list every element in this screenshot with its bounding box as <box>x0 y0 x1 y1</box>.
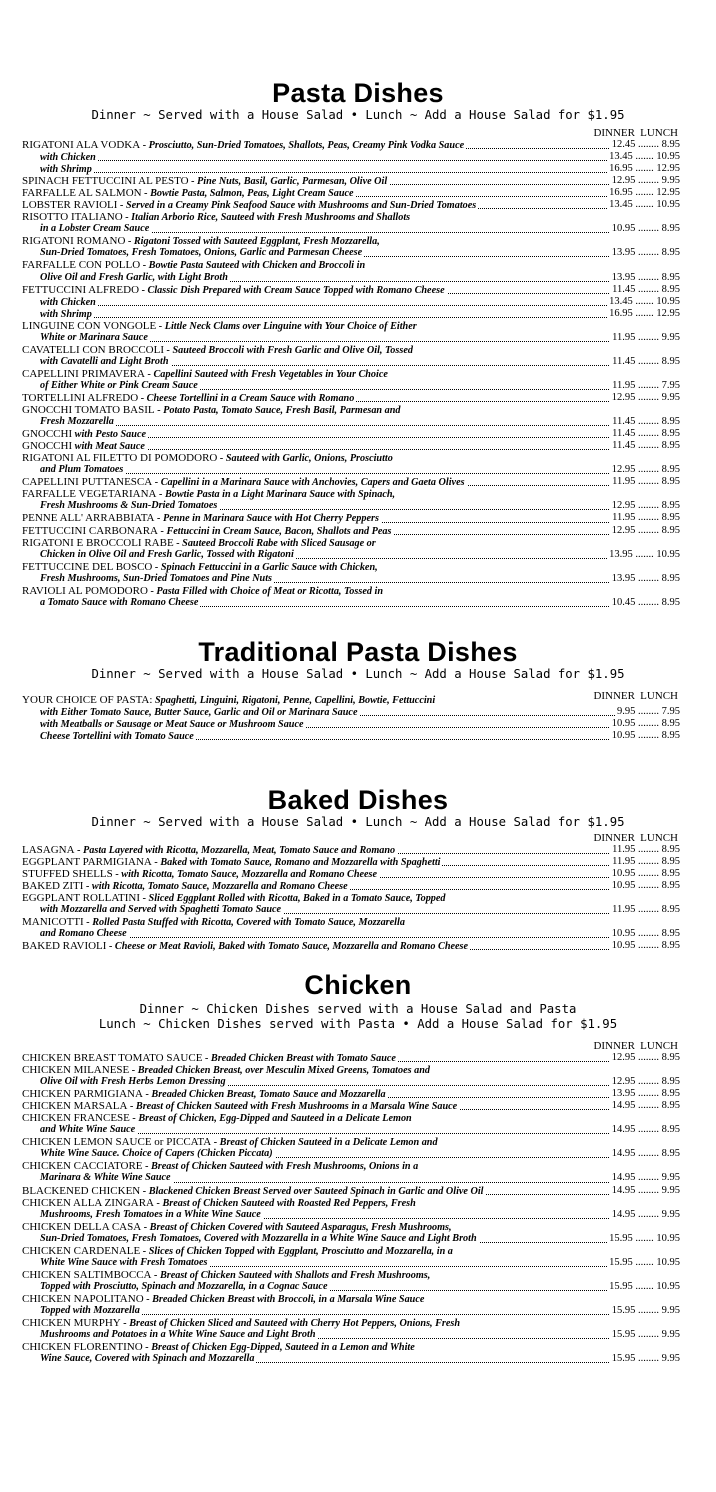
item-price: 10.95 ........ 8.95 <box>611 730 680 742</box>
item-description: - Bowtie Pasta Sauteed with Chicken and Broccoli in <box>140 260 366 272</box>
item-price: 13.45 ....... 10.95 <box>609 199 680 211</box>
item-description: with Either Tomato Sauce, Butter Sauce, Garlic and Oil or Marinara Sauce <box>40 707 358 719</box>
item-price: 11.95 ........ 9.95 <box>612 331 680 343</box>
item-price: 10.95 ........ 8.95 <box>611 880 680 892</box>
item-description: with Meat Sauce <box>72 441 145 453</box>
item-description: - Breast of Chicken Sauteed with Fresh Mushrooms, Onions in a <box>142 1161 419 1173</box>
list-item <box>22 163 698 175</box>
item-description: - Sauteed Broccoli Rabe with Sliced Sausage or <box>173 537 376 549</box>
item-description: - Baked with Tomato Sauce, Romano and Mozzarella with Spaghetti <box>151 857 441 869</box>
list-item <box>22 512 698 524</box>
item-name: CHICKEN BREAST TOMATO SAUCE <box>22 1052 203 1064</box>
item-description-cont: Marinara & White Wine Sauce <box>22 1172 173 1184</box>
item-description-cont: Fresh Mozzarella <box>22 416 116 428</box>
item-description-cont: White or Marinara Sauce <box>22 332 150 344</box>
item-price: 10.95 ........ 8.95 <box>611 223 680 235</box>
list-item <box>22 1197 698 1221</box>
list-item <box>22 1136 698 1160</box>
list-item <box>22 1317 698 1341</box>
item-name: RISOTTO ITALIANO <box>22 211 123 224</box>
traditional-subtitle: Dinner ~ Served with a House Salad • Lunch ~ Add a House Salad for $1.95 <box>91 667 625 681</box>
dinner-column-label: DINNER <box>593 127 635 139</box>
item-name: FETTUCCINI ALFREDO <box>22 283 140 296</box>
traditional-title: Traditional Pasta Dishes <box>198 637 518 667</box>
item-name: FETTUCCINI CARBONARA <box>22 524 158 537</box>
item-name: with Shrimp <box>40 164 92 176</box>
item-price: 13.45 ....... 10.95 <box>609 295 680 307</box>
item-description: - Breast of Chicken Egg-Dipped, Sauteed in a Lemon and White <box>142 1342 415 1354</box>
item-price: 11.95 ........ 8.95 <box>612 856 680 868</box>
chicken-subtitle-lunch: Lunch ~ Chicken Dishes served with Pasta • Add a House Salad for $1.95 <box>98 1017 618 1031</box>
list-item <box>22 525 698 537</box>
list-item <box>22 1160 698 1184</box>
item-price: 15.95 ........ 9.95 <box>611 1304 680 1316</box>
list-item <box>22 151 698 163</box>
item-description: - Breast of Chicken Covered with Sauteed Asparagus, Fresh Mushrooms, <box>141 1221 452 1233</box>
item-name: CHICKEN FLORENTINO <box>22 1341 143 1354</box>
item-price: 13.45 ....... 10.95 <box>609 151 680 163</box>
list-item <box>22 1185 698 1197</box>
item-price: 12.95 ........ 8.95 <box>611 1052 680 1063</box>
item-name: CHICKEN MILANESE <box>22 1064 130 1077</box>
list-item <box>22 308 698 320</box>
item-name: RAVIOLI AL POMODORO <box>22 584 148 597</box>
item-description-cont: of Either White or Pink Cream Sauce <box>22 380 200 392</box>
item-price: 12.95 ........ 8.95 <box>611 500 680 512</box>
list-item <box>22 488 698 512</box>
list-item <box>22 1064 698 1088</box>
item-description-cont: with Mozzarella and Served with Spaghetti Tomato Sauce <box>22 904 283 916</box>
item-price: 14.95 ........ 9.95 <box>611 1184 680 1196</box>
item-description: - Bowtie Pasta, Salmon, Peas, Light Cream Sauce <box>141 188 354 200</box>
item-description: - with Ricotta, Tomato Sauce, Mozzarella and Romano Cheese <box>112 869 378 881</box>
item-description-cont: and Plum Tomatoes <box>22 464 125 476</box>
baked-section <box>0 785 716 830</box>
list-item <box>22 1341 698 1365</box>
item-name: CHICKEN LEMON SAUCE or PICCATA <box>22 1136 212 1149</box>
list-item <box>22 730 698 742</box>
list-item <box>22 452 698 476</box>
item-name: RIGATONI AL FILETTO DI POMODORO <box>22 452 218 465</box>
choice-name: YOUR CHOICE OF PASTA: <box>22 694 153 706</box>
item-price: 16.95 ....... 12.95 <box>609 307 680 319</box>
item-price: 13.95 ....... 10.95 <box>609 548 680 560</box>
item-price: 15.95 ....... 10.95 <box>609 1280 680 1292</box>
baked-subtitle: Dinner ~ Served with a House Salad • Lunch ~ Add a House Salad for $1.95 <box>91 815 625 829</box>
item-name: CHICKEN NAPOLITANO <box>22 1292 144 1305</box>
item-price: 14.95 ........ 8.95 <box>611 1148 680 1160</box>
item-description: - Capellini in a Marinara Sauce with Anchovies, Capers and Gaeta Olives <box>152 477 465 489</box>
item-price: 11.45 ........ 8.95 <box>612 416 680 428</box>
item-description: - Pasta Filled with Choice of Meat or Ricotta, Tossed in <box>147 585 383 597</box>
item-description-cont: Topped with Prosciutto, Spinach and Mozzarella, in a Cognac Sauce <box>22 1281 329 1293</box>
list-item <box>22 706 698 718</box>
item-name: with Chicken <box>40 152 96 164</box>
pasta-list <box>22 127 698 609</box>
item-description: - Breast of Chicken Sauteed with Shallots and Fresh Mushrooms, <box>151 1269 431 1281</box>
item-price: 11.95 ........ 7.95 <box>612 379 680 391</box>
chicken-items <box>22 1052 698 1365</box>
traditional-list <box>22 690 698 742</box>
baked-title: Baked Dishes <box>267 785 449 815</box>
item-name: CHICKEN MURPHY <box>22 1317 121 1330</box>
list-item <box>22 844 698 856</box>
list-item <box>22 892 698 916</box>
item-price: 10.95 ........ 8.95 <box>611 940 680 952</box>
item-price: 11.45 ........ 8.95 <box>612 440 680 452</box>
item-description: - Slices of Chicken Topped with Eggplant, Prosciutto and Mozzarella, in a <box>140 1245 453 1257</box>
item-description-cont: a Tomato Sauce with Romano Cheese <box>22 597 200 609</box>
item-description: - Cheese or Meat Ravioli, Baked with Tomato Sauce, Mozzarella and Romano Cheese <box>106 941 469 953</box>
price-column-header <box>22 1040 698 1052</box>
list-item <box>22 868 698 880</box>
item-description: - Sauteed with Garlic, Onions, Prosciutto <box>217 453 393 465</box>
item-description: - Blackened Chicken Breast Served over Sauteed Spinach in Garlic and Olive Oil <box>140 1185 484 1197</box>
item-description: - Italian Arborio Rice, Sauteed with Fresh Mushrooms and Shallots <box>122 212 411 224</box>
chicken-subtitle-dinner: Dinner ~ Chicken Dishes served with a House Salad and Pasta <box>139 1002 577 1016</box>
list-item <box>22 211 698 235</box>
item-name: BAKED ZITI <box>22 880 84 893</box>
list-item <box>22 1088 698 1100</box>
item-description-cont: Sun-Dried Tomatoes, Fresh Tomatoes, Onions, Garlic and Parmesan Cheese <box>22 247 364 259</box>
pasta-section <box>0 78 716 123</box>
item-description: - Classic Dish Prepared with Cream Sauce Topped with Romano Cheese <box>139 284 445 296</box>
list-item <box>22 440 698 452</box>
item-description: - Cheese Tortellini in a Cream Sauce with Romano <box>138 392 355 404</box>
item-price: 14.95 ........ 9.95 <box>611 1172 680 1184</box>
item-name: CHICKEN PARMIGIANA <box>22 1088 143 1101</box>
item-name: CAPELLINI PRIMAVERA <box>22 367 145 380</box>
item-price: 11.95 ........ 8.95 <box>612 512 680 524</box>
list-item <box>22 1245 698 1269</box>
list-item <box>22 320 698 344</box>
lunch-column-label: LUNCH <box>640 1040 678 1052</box>
list-item <box>22 284 698 296</box>
item-description: - Penne in Marinara Sauce with Hot Cherry Peppers <box>154 513 379 525</box>
item-description: - Potato Pasta, Tomato Sauce, Fresh Basil, Parmesan and <box>154 405 401 417</box>
list-item <box>22 1112 698 1136</box>
item-description-cont: Sun-Dried Tomatoes, Fresh Tomatoes, Covered with Mozzarella in a White Wine Sauce and Light Broth <box>22 1233 479 1245</box>
item-name: GNOCCHI TOMATO BASIL <box>22 404 155 417</box>
item-description-cont: in a Lobster Cream Sauce <box>22 223 151 235</box>
item-name: RIGATONI E BROCCOLI RABE <box>22 536 174 549</box>
item-price: 12.95 ........ 8.95 <box>611 1076 680 1088</box>
list-item <box>22 259 698 283</box>
item-price: 12.95 ........ 9.95 <box>611 175 680 187</box>
item-description-cont: Mushrooms and Potatoes in a White Wine Sauce and Light Broth <box>22 1329 318 1341</box>
list-item <box>22 139 698 151</box>
item-price: 13.95 ........ 8.95 <box>611 247 680 259</box>
item-description: - Pine Nuts, Basil, Garlic, Parmesan, Olive Oil <box>188 176 388 188</box>
item-name: EGGPLANT ROLLATINI <box>22 892 141 905</box>
lunch-column-label: LUNCH <box>640 832 678 844</box>
pasta-items <box>22 139 698 609</box>
item-price: 11.45 ........ 8.95 <box>612 428 680 440</box>
item-price: 15.95 ........ 9.95 <box>611 1329 680 1341</box>
item-price: 11.95 ........ 8.95 <box>612 904 680 916</box>
item-description-cont: Fresh Mushrooms, Sun-Dried Tomatoes and Pine Nuts <box>22 573 274 585</box>
item-description: - Pasta Layered with Ricotta, Mozzarella, Meat, Tomato Sauce and Romano <box>74 845 396 856</box>
item-name: CHICKEN CACCIATORE <box>22 1160 143 1173</box>
item-description: - Breast of Chicken Sauteed with Roasted Red Peppers, Fresh <box>154 1197 416 1209</box>
item-name: CAVATELLI CON BROCCOLI <box>22 343 164 356</box>
item-price: 10.95 ........ 8.95 <box>611 718 680 730</box>
item-description: - Fettuccini in Cream Sauce, Bacon, Shallots and Peas <box>157 525 392 537</box>
item-price: 16.95 ....... 12.95 <box>609 187 680 199</box>
list-item <box>22 1100 698 1112</box>
item-price: 13.95 ........ 8.95 <box>611 271 680 283</box>
item-price: 9.95 ........ 7.95 <box>617 706 680 718</box>
item-description: - Bowtie Pasta in a Light Marinara Sauce with Spinach, <box>156 489 396 501</box>
item-description: - Breast of Chicken, Egg-Dipped and Sauteed in a Delicate Lemon <box>129 1113 412 1125</box>
item-name: SPINACH FETTUCCINI AL PESTO <box>22 175 189 188</box>
item-price: 12.95 ........ 8.95 <box>611 524 680 536</box>
item-description: - Breast of Chicken Sauteed in a Delicate Lemon and <box>211 1137 438 1149</box>
list-item <box>22 585 698 609</box>
item-description-cont: and White Wine Sauce <box>22 1124 137 1136</box>
pasta-subtitle: Dinner ~ Served with a House Salad • Lunch ~ Add a House Salad for $1.95 <box>91 108 625 122</box>
item-name: RIGATONI ROMANO <box>22 235 126 248</box>
dinner-column-label: DINNER <box>593 1040 635 1052</box>
item-description: - with Ricotta, Tomato Sauce, Mozzarella and Romano Cheese <box>83 881 348 893</box>
list-item <box>22 1269 698 1293</box>
chicken-list <box>22 1040 698 1365</box>
item-name: with Shrimp <box>40 308 92 320</box>
item-description-cont: Topped with Mozzarella <box>22 1305 142 1317</box>
item-name: CHICKEN CARDENALE <box>22 1244 141 1257</box>
item-price: 12.45 ........ 8.95 <box>611 139 680 150</box>
item-price: 12.95 ........ 9.95 <box>611 391 680 403</box>
item-description: - Spinach Fettuccini in a Garlic Sauce with Chicken, <box>152 561 378 573</box>
item-name: CHICKEN FRANCESE <box>22 1112 130 1125</box>
item-name: BAKED RAVIOLI <box>22 940 107 953</box>
baked-items <box>22 844 698 952</box>
traditional-items <box>22 706 698 742</box>
item-description-cont: Mushrooms, Fresh Tomatoes in a White Wine Sauce <box>22 1209 263 1221</box>
item-name: CHICKEN SALTIMBOCCA <box>22 1268 152 1281</box>
item-description: - Rolled Pasta Stuffed with Ricotta, Covered with Tomato Sauce, Mozzarella <box>83 917 405 929</box>
list-item <box>22 296 698 308</box>
item-name: GNOCCHI <box>22 428 73 441</box>
item-name: EGGPLANT PARMIGIANA <box>22 856 152 869</box>
item-name: STUFFED SHELLS <box>22 868 113 881</box>
item-description-cont: and Romano Cheese <box>22 928 129 940</box>
pasta-title: Pasta Dishes <box>272 78 444 108</box>
item-price: 12.95 ........ 8.95 <box>611 464 680 476</box>
list-item <box>22 537 698 561</box>
item-name: PENNE ALL' ARRABBIATA <box>22 512 155 525</box>
item-description: - Served in a Creamy Pink Seafood Sauce with Mushrooms and Sun-Dried Tomatoes <box>117 200 477 212</box>
choice-desc: Spaghetti, Linguini, Rigatoni, Penne, Capellini, Bowtie, Fettuccini <box>152 695 436 706</box>
item-description-cont: Olive Oil and Fresh Garlic, with Light Broth <box>22 272 230 284</box>
item-name: LINGUINE CON VONGOLE <box>22 319 157 332</box>
item-name: CHICKEN MARSALA <box>22 1100 128 1113</box>
lunch-column-label: LUNCH <box>640 127 678 139</box>
item-description-cont: White Wine Sauce. Choice of Capers (Chicken Piccata) <box>22 1148 275 1160</box>
list-item <box>22 1293 698 1317</box>
item-description: with Meatballs or Sausage or Meat Sauce or Mushroom Sauce <box>40 719 304 731</box>
list-item <box>22 856 698 868</box>
item-description: with Pesto Sauce <box>72 429 146 441</box>
item-name: CHICKEN DELLA CASA <box>22 1220 142 1233</box>
item-price: 11.45 ........ 8.95 <box>612 355 680 367</box>
item-name: BLACKENED CHICKEN <box>22 1184 141 1197</box>
list-item <box>22 428 698 440</box>
item-description: Cheese Tortellini with Tomato Sauce <box>40 731 194 743</box>
item-price: 10.45 ........ 8.95 <box>611 596 680 608</box>
item-description-cont: White Wine Sauce with Fresh Tomatoes <box>22 1257 209 1269</box>
item-price: 13.95 ........ 8.95 <box>611 1088 680 1100</box>
list-item <box>22 694 698 706</box>
item-price: 13.95 ........ 8.95 <box>611 572 680 584</box>
list-item <box>22 561 698 585</box>
item-name: with Chicken <box>40 296 96 308</box>
item-price: 16.95 ....... 12.95 <box>609 163 680 175</box>
list-item <box>22 235 698 259</box>
item-description-cont: Chicken in Olive Oil and Fresh Garlic, Tossed with Rigatoni <box>22 549 296 561</box>
item-price: 10.95 ........ 8.95 <box>611 868 680 880</box>
item-price: 14.95 ........ 9.95 <box>611 1208 680 1220</box>
list-item <box>22 1052 698 1064</box>
chicken-title: Chicken <box>304 970 412 1000</box>
list-item <box>22 368 698 392</box>
item-name: TORTELLINI ALFREDO <box>22 391 139 404</box>
price-column-header <box>22 832 698 844</box>
item-name: MANICOTTI <box>22 916 84 929</box>
item-description: - Breaded Chicken Breast with Broccoli, in a Marsala Wine Sauce <box>143 1293 425 1305</box>
item-name: LASAGNA <box>22 844 75 856</box>
item-name: FARFALLE CON POLLO <box>22 259 141 272</box>
item-name: FARFALLE AL SALMON <box>22 187 142 200</box>
item-description-cont: Fresh Mushrooms & Sun-Dried Tomatoes <box>22 500 219 512</box>
item-description: - Breaded Chicken Breast, Tomato Sauce and Mozzarella <box>142 1089 386 1101</box>
item-description: - Rigatoni Tossed with Sauteed Eggplant, Fresh Mozzarella, <box>125 236 380 248</box>
item-description: - Breaded Chicken Breast with Tomato Sauce <box>202 1053 396 1064</box>
item-name: FARFALLE VEGETARIANA <box>22 488 157 501</box>
price-column-header <box>22 127 698 139</box>
list-item <box>22 916 698 940</box>
item-price: 11.95 ........ 8.95 <box>612 844 680 855</box>
baked-list <box>22 832 698 952</box>
item-price: 11.45 ........ 8.95 <box>612 283 680 295</box>
item-price: 10.95 ........ 8.95 <box>611 928 680 940</box>
list-item <box>22 392 698 404</box>
list-item <box>22 476 698 488</box>
item-price: 14.95 ........ 8.95 <box>611 1100 680 1112</box>
item-name: RIGATONI ALA VODKA <box>22 139 141 151</box>
item-price: 15.95 ....... 10.95 <box>609 1232 680 1244</box>
item-name: FETTUCCINE DEL BOSCO <box>22 560 153 573</box>
lunch-column-label: LUNCH <box>640 690 678 702</box>
list-item <box>22 718 698 730</box>
list-item <box>22 880 698 892</box>
item-name: GNOCCHI <box>22 440 73 453</box>
list-item <box>22 1221 698 1245</box>
list-item <box>22 940 698 952</box>
item-price: 15.95 ....... 10.95 <box>609 1256 680 1268</box>
list-item <box>22 344 698 368</box>
item-description: - Prosciutto, Sun-Dried Tomatoes, Shallots, Peas, Creamy Pink Vodka Sauce <box>140 140 465 151</box>
item-description: - Little Neck Clams over Linguine with Your Choice of Either <box>156 320 417 332</box>
list-item <box>22 404 698 428</box>
dinner-column-label: DINNER <box>593 690 635 702</box>
item-price: 15.95 ........ 9.95 <box>611 1353 680 1365</box>
item-name: CAPELLINI PUTTANESCA <box>22 476 153 489</box>
item-name: LOBSTER RAVIOLI <box>22 199 118 212</box>
item-description: - Sauteed Broccoli with Fresh Garlic and Olive Oil, Tossed <box>164 344 413 356</box>
item-description-cont: Wine Sauce, Covered with Spinach and Mozzarella <box>22 1353 256 1365</box>
traditional-section <box>0 637 716 682</box>
item-description: - Breaded Chicken Breast, over Mesculin Mixed Greens, Tomatoes and <box>129 1065 430 1077</box>
item-description-cont: Olive Oil with Fresh Herbs Lemon Dressing <box>22 1076 228 1088</box>
item-description-cont: with Cavatelli and Light Broth <box>22 356 171 368</box>
chicken-section <box>0 970 716 1032</box>
item-description: - Capellini Sauteed with Fresh Vegetables in Your Choice <box>144 368 388 380</box>
item-description: - Breast of Chicken Sauteed with Fresh Mushrooms in a Marsala Wine Sauce <box>127 1101 458 1113</box>
list-item <box>22 199 698 211</box>
dinner-column-label: DINNER <box>593 832 635 844</box>
list-item <box>22 175 698 187</box>
item-name: CHICKEN ALLA ZINGARA <box>22 1196 154 1209</box>
item-price: 11.95 ........ 8.95 <box>612 476 680 488</box>
item-price: 14.95 ........ 8.95 <box>611 1124 680 1136</box>
list-item <box>22 187 698 199</box>
item-description: - Breast of Chicken Sliced and Sauteed with Cherry Hot Peppers, Onions, Fresh <box>120 1318 461 1330</box>
item-description: - Sliced Eggplant Rolled with Ricotta, Baked in a Tomato Sauce, Topped <box>140 893 446 905</box>
